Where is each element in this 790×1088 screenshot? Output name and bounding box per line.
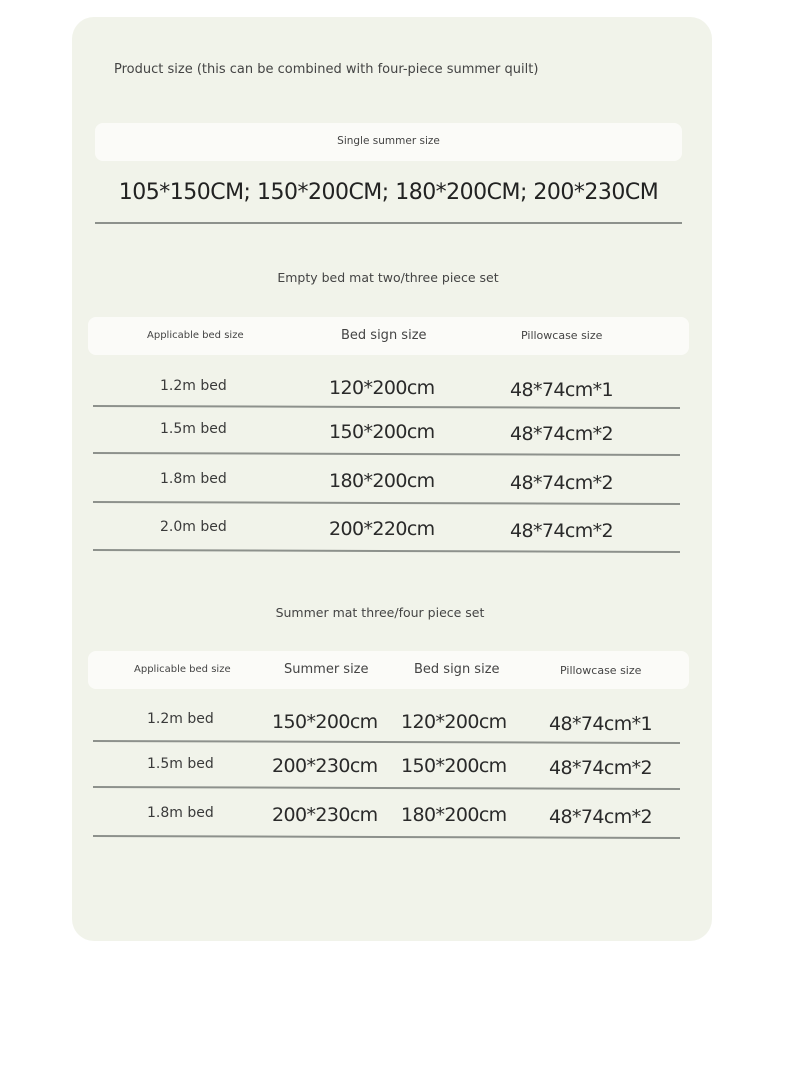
header-bed-sign-size: Bed sign size bbox=[414, 662, 500, 677]
table-row-summer-size: 150*200cm bbox=[272, 711, 378, 733]
header-pillowcase-size: Pillowcase size bbox=[521, 329, 603, 342]
divider bbox=[95, 222, 682, 224]
table-row-bed-sign-size: 180*200cm bbox=[401, 804, 507, 826]
table-row-bed-sign-size: 200*220cm bbox=[329, 518, 435, 540]
header-applicable-bed-size: Applicable bed size bbox=[134, 664, 231, 675]
table-row-bed-sign-size: 150*200cm bbox=[401, 755, 507, 777]
single-summer-header bbox=[95, 123, 682, 161]
table-row-bed-sign-size: 120*200cm bbox=[329, 377, 435, 399]
table-row-pillowcase-size: 48*74cm*2 bbox=[510, 472, 613, 494]
table-row-bed-size: 1.2m bed bbox=[147, 711, 214, 727]
single-summer-label: Single summer size bbox=[337, 135, 440, 147]
empty-bed-set-title: Empty bed mat two/three piece set bbox=[277, 270, 499, 285]
table-row-summer-size: 200*230cm bbox=[272, 755, 378, 777]
table-row-pillowcase-size: 48*74cm*2 bbox=[510, 520, 613, 542]
table-row-pillowcase-size: 48*74cm*1 bbox=[549, 713, 652, 735]
table-row-bed-size: 1.8m bed bbox=[160, 471, 227, 487]
header-pillowcase-size: Pillowcase size bbox=[560, 664, 642, 677]
summer-mat-table-header bbox=[88, 651, 689, 689]
table-row-pillowcase-size: 48*74cm*1 bbox=[510, 379, 613, 401]
table-row-pillowcase-size: 48*74cm*2 bbox=[549, 757, 652, 779]
summer-mat-set-title: Summer mat three/four piece set bbox=[275, 605, 485, 620]
header-summer-size: Summer size bbox=[284, 662, 369, 677]
header-applicable-bed-size: Applicable bed size bbox=[147, 330, 244, 341]
table-row-bed-sign-size: 180*200cm bbox=[329, 470, 435, 492]
table-row-bed-size: 1.8m bed bbox=[147, 805, 214, 821]
table-row-pillowcase-size: 48*74cm*2 bbox=[510, 423, 613, 445]
table-row-bed-size: 1.5m bed bbox=[160, 421, 227, 437]
single-summer-sizes: 105*150CM; 150*200CM; 180*200CM; 200*230CM bbox=[118, 180, 659, 205]
table-row-bed-size: 2.0m bed bbox=[160, 519, 227, 535]
table-row-bed-sign-size: 120*200cm bbox=[401, 711, 507, 733]
table-row-bed-size: 1.5m bed bbox=[147, 756, 214, 772]
table-row-summer-size: 200*230cm bbox=[272, 804, 378, 826]
empty-bed-table-header bbox=[88, 317, 689, 355]
table-row-bed-size: 1.2m bed bbox=[160, 378, 227, 394]
table-row-bed-sign-size: 150*200cm bbox=[329, 421, 435, 443]
product-size-title: Product size (this can be combined with four-piece summer quilt) bbox=[114, 62, 539, 77]
header-bed-sign-size: Bed sign size bbox=[341, 328, 427, 343]
table-row-pillowcase-size: 48*74cm*2 bbox=[549, 806, 652, 828]
